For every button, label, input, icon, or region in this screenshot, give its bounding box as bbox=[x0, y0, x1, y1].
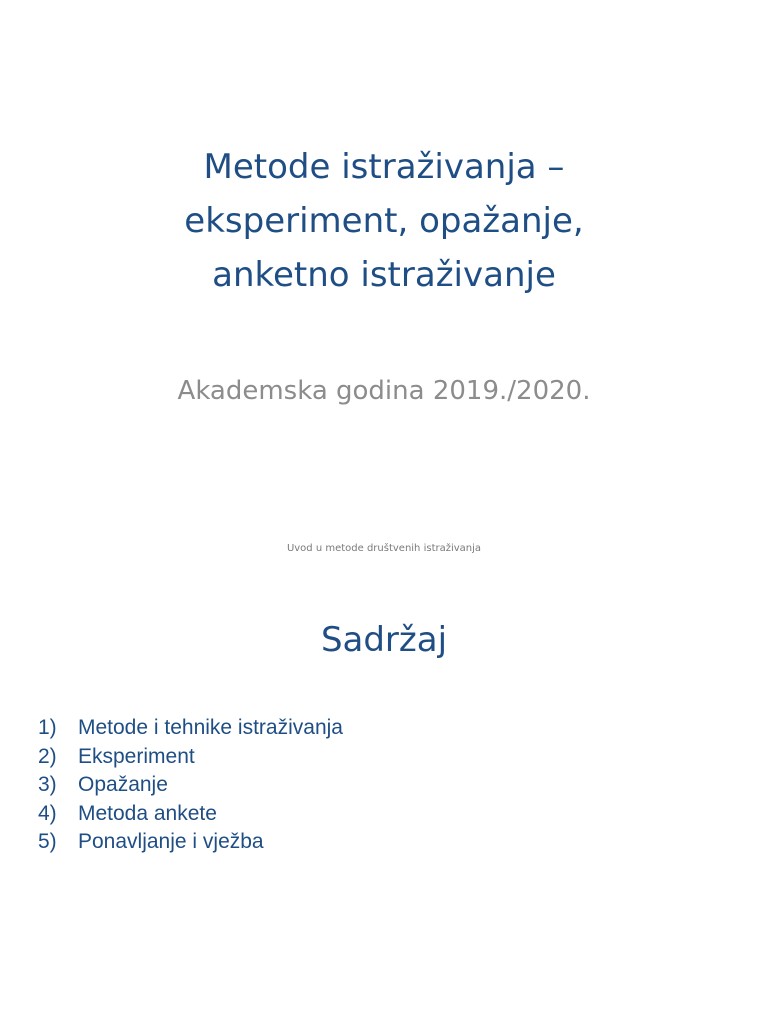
list-item-label: Ponavljanje i vježba bbox=[78, 830, 264, 853]
list-item-number: 3) bbox=[38, 773, 57, 796]
slide-footer: Uvod u metode društvenih istraživanja bbox=[286, 543, 482, 554]
slide-title bbox=[0, 140, 768, 302]
list-item-number: 4) bbox=[38, 801, 57, 825]
slide-subtitle: Akademska godina 2019./2020. bbox=[177, 376, 591, 406]
contents-heading: Sadržaj bbox=[320, 620, 448, 660]
slide-title-line: anketno istraživanje bbox=[212, 255, 556, 295]
slide-title-line: eksperiment, opažanje, bbox=[184, 201, 584, 241]
list-item-label: Metode i tehnike istraživanja bbox=[78, 716, 343, 739]
list-item-number: 1) bbox=[38, 716, 57, 739]
list-item-number: 2) bbox=[38, 744, 57, 768]
list-item bbox=[38, 771, 343, 800]
list-item bbox=[38, 743, 343, 772]
contents-list bbox=[38, 714, 343, 857]
slide-title-line: Metode istraživanja – bbox=[203, 147, 565, 187]
list-item-number: 5) bbox=[38, 830, 57, 853]
list-item-label: Eksperiment bbox=[78, 744, 195, 768]
contents-slide bbox=[0, 560, 768, 1024]
list-item bbox=[38, 828, 343, 857]
list-item bbox=[38, 714, 343, 743]
list-item-label: Metoda ankete bbox=[78, 801, 217, 825]
list-item bbox=[38, 800, 343, 829]
list-item-label: Opažanje bbox=[78, 773, 168, 796]
